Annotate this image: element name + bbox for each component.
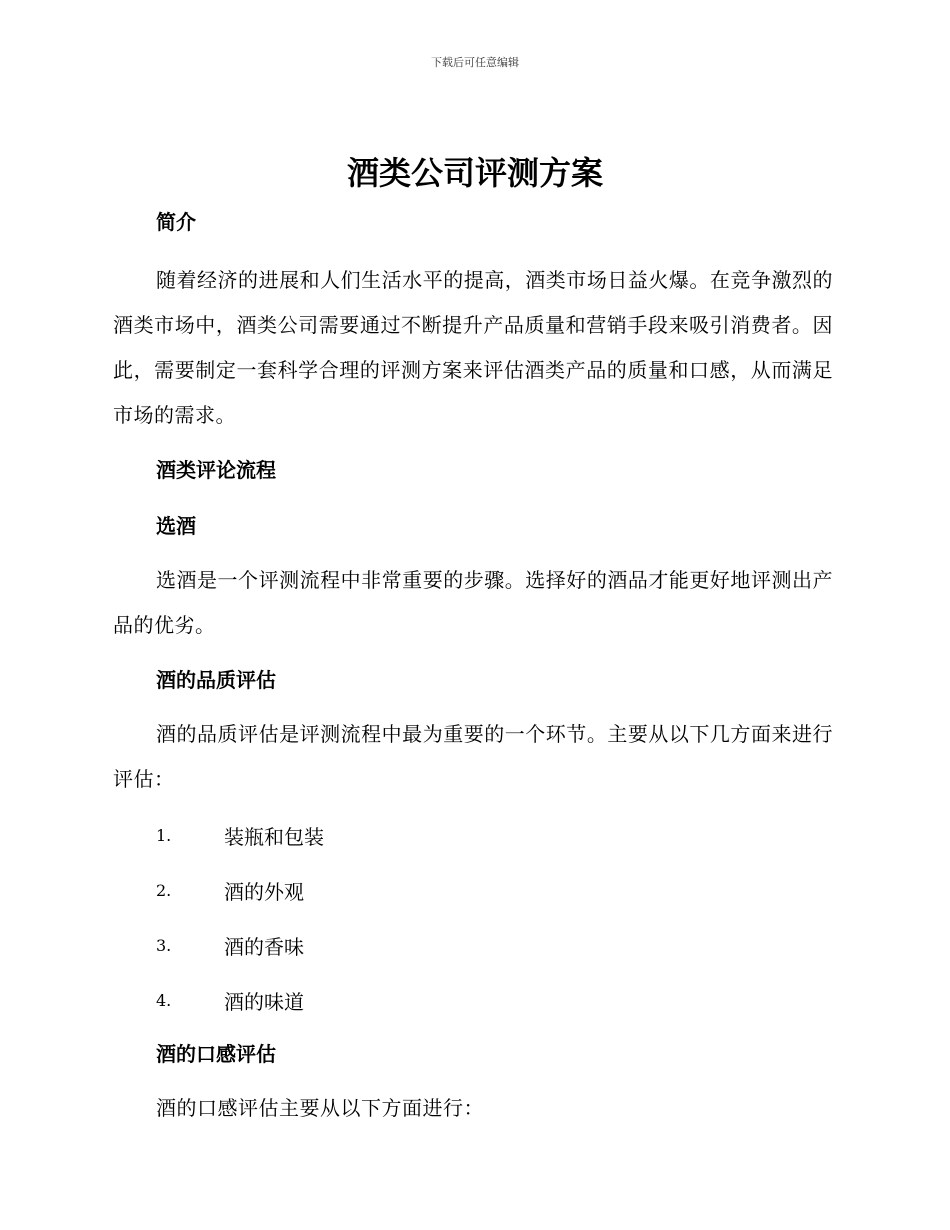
paragraph-taste: 酒的口感评估主要从以下方面进行： — [156, 1096, 484, 1120]
header-note: 下载后可任意编辑 — [431, 56, 519, 69]
heading-select: 选酒 — [156, 514, 196, 538]
list-item-number: 3. — [156, 936, 172, 955]
list-item — [113, 808, 833, 863]
quality-list — [113, 808, 833, 1028]
list-item-number: 1. — [156, 826, 172, 845]
list-item — [113, 918, 833, 973]
document-title: 酒类公司评测方案 — [346, 154, 603, 192]
list-item — [113, 973, 833, 1028]
list-item-text: 酒的外观 — [224, 880, 304, 904]
list-item-number: 2. — [156, 881, 172, 900]
heading-quality: 酒的品质评估 — [156, 668, 276, 692]
heading-taste: 酒的口感评估 — [156, 1042, 276, 1066]
list-item-text: 装瓶和包装 — [224, 825, 324, 849]
list-item-text: 酒的味道 — [224, 990, 304, 1014]
paragraph-intro: 随着经济的进展和人们生活水平的提高，酒类市场日益火爆。在竞争激烈的酒类市场中，酒类公司需要通过不断提升产品质量和营销手段来吸引消费者。因此，需要制定一套科学合理的评测方案来评估酒类产品的质量和口感，从而满足市场的需求。 — [113, 268, 833, 427]
paragraph-select: 选酒是一个评测流程中非常重要的步骤。选择好的酒品才能更好地评测出产品的优劣。 — [113, 568, 833, 637]
list-item — [113, 863, 833, 918]
list-item-number: 4. — [156, 991, 172, 1010]
heading-intro: 简介 — [156, 210, 196, 234]
document-body — [113, 200, 833, 1131]
list-item-text: 酒的香味 — [224, 935, 304, 959]
paragraph-quality: 酒的品质评估是评测流程中最为重要的一个环节。主要从以下几方面来进行评估： — [113, 722, 833, 791]
heading-process: 酒类评论流程 — [156, 458, 276, 482]
